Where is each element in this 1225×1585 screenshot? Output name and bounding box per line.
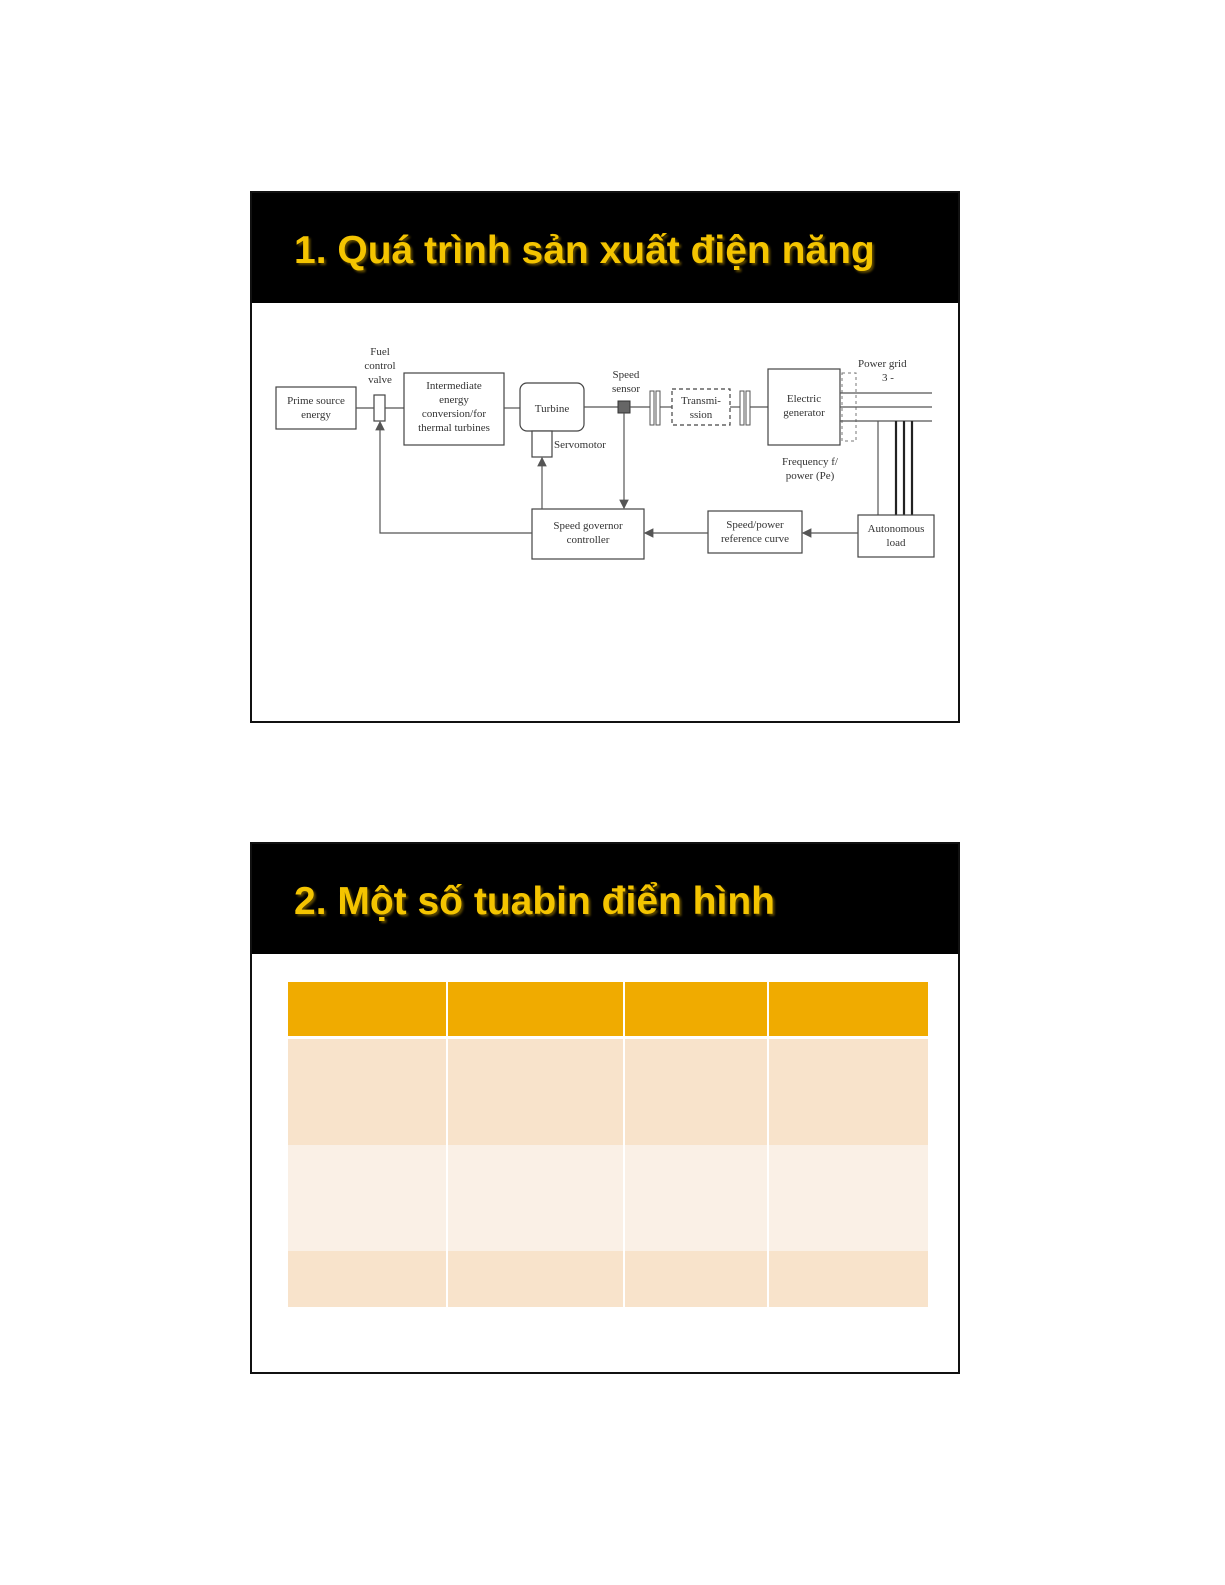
autonomous-load-label: load <box>886 537 906 549</box>
table-cell <box>625 1145 769 1251</box>
transmission-label: Transmi- <box>681 395 721 407</box>
table-cell <box>769 1251 928 1307</box>
governor-label: Speed governor <box>553 520 623 532</box>
slide-header <box>252 193 958 303</box>
slide-1 <box>250 191 960 723</box>
table-cell <box>288 1251 448 1307</box>
servomotor-box <box>532 431 552 457</box>
reference-curve-label: reference curve <box>720 533 790 545</box>
generator-label: generator <box>783 407 825 419</box>
speed-sensor-symbol <box>618 401 630 413</box>
table-cell <box>769 1145 928 1251</box>
reference-curve-label: Speed/power <box>726 519 784 531</box>
table-row <box>288 1039 928 1145</box>
speed-sensor-label: sensor <box>611 383 641 395</box>
transmission-label: ssion <box>689 409 713 421</box>
turbine-table <box>288 982 928 1307</box>
reference-curve-box <box>708 511 802 553</box>
prime-source-label: Prime source <box>287 395 345 407</box>
table-header-cell <box>288 982 448 1039</box>
slide-title: 1. Quá trình sản xuất điện năng <box>294 229 875 272</box>
frequency-power-label: power (Pe) <box>785 470 835 482</box>
speed-sensor-label: Speed <box>612 369 640 381</box>
table-cell <box>769 1039 928 1145</box>
fuel-valve-label: valve <box>368 374 392 386</box>
table-cell <box>625 1039 769 1145</box>
table-cell <box>448 1039 625 1145</box>
coupling-symbol <box>746 391 750 425</box>
intermediate-label: thermal turbines <box>418 422 490 434</box>
coupling-symbol <box>650 391 654 425</box>
table-cell <box>288 1039 448 1145</box>
autonomous-load-box <box>858 515 934 557</box>
table-cell <box>288 1145 448 1251</box>
frequency-power-label: Frequency f/ <box>782 456 838 468</box>
prime-source-label: energy <box>301 409 331 421</box>
slide-2 <box>250 842 960 1374</box>
table-header-row <box>288 982 928 1039</box>
table-header-cell <box>769 982 928 1039</box>
slide-title: 2. Một số tuabin điển hình <box>294 880 775 923</box>
generator-label: Electric <box>786 393 822 405</box>
turbine-label: Turbine <box>534 403 570 415</box>
fuel-valve-label: control <box>364 360 396 372</box>
intermediate-label: conversion/for <box>421 408 487 420</box>
prime-source-box <box>276 387 356 429</box>
governor-label: controller <box>566 534 610 546</box>
table-cell <box>448 1251 625 1307</box>
intermediate-label: energy <box>439 394 469 406</box>
table-cell <box>448 1145 625 1251</box>
power-grid-label: 3 - <box>882 372 894 384</box>
servomotor-label: Servomotor <box>554 439 606 451</box>
fuel-valve-symbol <box>374 395 385 421</box>
table-row <box>288 1145 928 1251</box>
fuel-valve-label: Fuel <box>370 346 390 358</box>
coupling-symbol <box>740 391 744 425</box>
intermediate-label: Intermediate <box>426 380 482 392</box>
table-header-cell <box>625 982 769 1039</box>
power-generation-diagram <box>252 303 958 603</box>
slide-header <box>252 844 958 954</box>
coupling-symbol <box>656 391 660 425</box>
table-row <box>288 1251 928 1307</box>
autonomous-load-label: Autonomous <box>867 523 925 535</box>
table-cell <box>625 1251 769 1307</box>
power-grid-label: Power grid <box>858 358 907 370</box>
table-header-cell <box>448 982 625 1039</box>
